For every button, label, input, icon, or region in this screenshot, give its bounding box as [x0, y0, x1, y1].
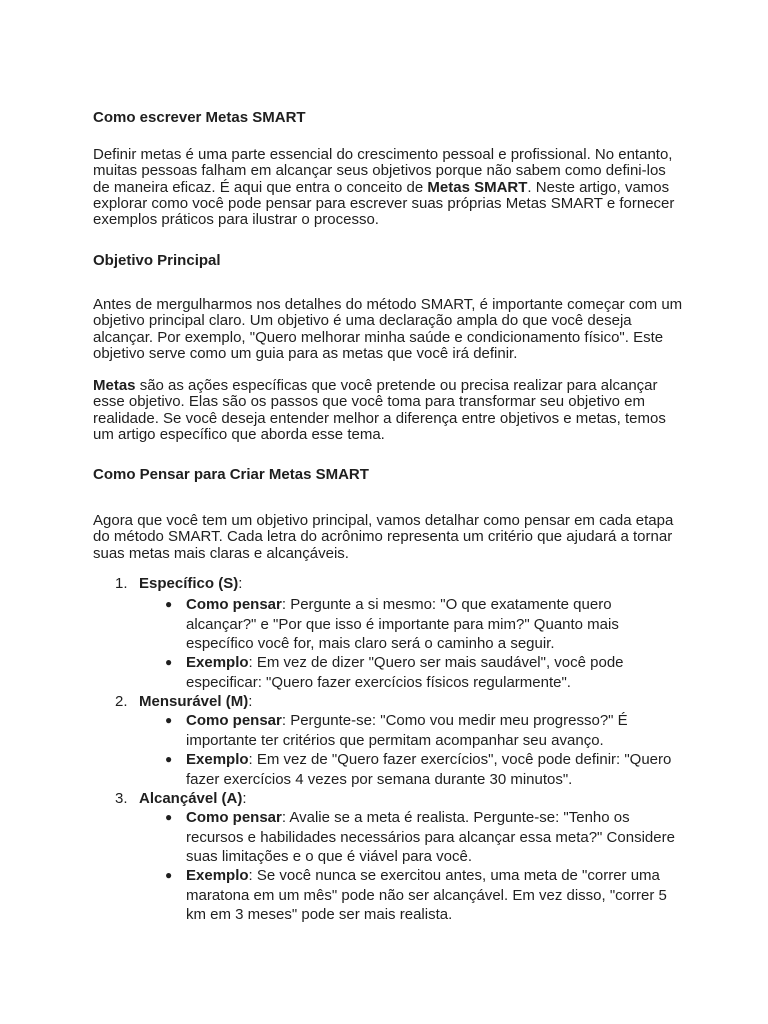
sub-item-label: Como pensar	[186, 809, 282, 826]
sub-item-label: Exemplo	[186, 867, 249, 884]
smart-list	[93, 574, 683, 924]
sub-item-label: Como pensar	[186, 596, 282, 613]
bullet-icon: ●	[165, 655, 173, 669]
bullet-icon: ●	[165, 868, 173, 882]
bullet-icon: ●	[165, 713, 173, 727]
sub-item-example	[93, 653, 683, 692]
bullet-icon: ●	[165, 810, 173, 824]
sub-item-text: : Em vez de dizer "Quero ser mais saudável", você pode especificar: "Quero fazer exercícios físicos regularmente".	[186, 654, 624, 691]
sub-item-text: : Em vez de "Quero fazer exercícios", você pode definir: "Quero fazer exercícios 4 vezes por semana durante 30 minutos".	[186, 751, 672, 788]
sub-item-text: : Pergunte-se: "Como vou medir meu progresso?" É importante ter critérios que permitam acompanhar seu avanço.	[186, 712, 628, 749]
sub-item-example	[93, 750, 683, 789]
list-item-label: Mensurável (M)	[139, 693, 249, 710]
list-item: 1. Específico (S): ● Como pensar: Pergunte a si mesmo: "O que exatamente quero alcançar?" e "Por que isso é importante para mim?" Quanto mais específico você for, mais claro será o caminho a seguir. ● Exemplo: Em vez de dizer "Quero ser mais saudável", você pode especificar: "Quero fazer exercícios físicos regularmente".	[93, 574, 683, 692]
sub-item-label: Exemplo	[186, 654, 249, 671]
section-heading-como-pensar: Como Pensar para Criar Metas SMART	[93, 466, 369, 483]
sub-item-how	[93, 595, 683, 653]
sub-item-how	[93, 808, 683, 866]
sub-item-text: : Pergunte a si mesmo: "O que exatamente quero alcançar?" e "Por que isso é importante para mim?" Quanto mais específico você for, mais claro será o caminho a seguir.	[186, 596, 619, 652]
sub-item-label: Como pensar	[186, 712, 282, 729]
sub-item-text: : Se você nunca se exercitou antes, uma meta de "correr uma maratona em um mês" pode não ser alcançável. Em vez disso, "correr 5 km em 3 meses" pode ser mais realista.	[186, 867, 667, 923]
como-pensar-paragraph: Agora que você tem um objetivo principal, vamos detalhar como pensar em cada etapa do método SMART. Cada letra do acrônimo representa um critério que ajudará a tornar suas metas mais claras e alcançáveis.	[93, 512, 674, 562]
bullet-icon: ●	[165, 752, 173, 766]
metas-bold-term: Metas	[93, 377, 136, 394]
objetivo-paragraph: Antes de mergulharmos nos detalhes do método SMART, é importante começar com um objetivo principal claro. Um objetivo é uma declaração ampla do que você deseja alcançar. Por exemplo, "Quero melhorar minha saúde e condicionamento físico". Este objetivo serve como um guia para as metas que você irá definir.	[93, 296, 683, 362]
intro-bold-term: Metas SMART	[427, 178, 528, 196]
list-item-label: Específico (S)	[139, 575, 239, 592]
metas-paragraph	[93, 378, 683, 443]
sub-item-label: Exemplo	[186, 751, 249, 768]
sub-item-text: : Avalie se a meta é realista. Pergunte-se: "Tenho os recursos e habilidades necessários para alcançar essa meta?" Considere suas limitações e o que é viável para você.	[186, 809, 675, 865]
intro-text-a: Definir metas é uma parte essencial do crescimento pessoal e profissional. No entanto, muitas pessoas falham em alcançar seus objetivos porque não sabem como defini-los de maneira eficaz. É aqui que entra o conceito de	[93, 146, 673, 196]
section-heading-objetivo: Objetivo Principal	[93, 252, 221, 269]
metas-text: são as ações específicas que você pretende ou precisa realizar para alcançar esse objetivo. Elas são os passos que você toma para transformar seu objetivo em realidade. Se você deseja entender melhor a diferença entre objetivos e metas, temos um artigo específico que aborda esse tema.	[93, 377, 666, 443]
sub-item-example	[93, 866, 683, 924]
page-title: Como escrever Metas SMART	[93, 109, 306, 126]
intro-paragraph	[93, 147, 683, 228]
sub-item-how	[93, 711, 683, 750]
list-number: 3.	[115, 790, 128, 807]
list-number: 1.	[115, 575, 128, 592]
intro-text-b: . Neste artigo, vamos explorar como você pode pensar para escrever suas próprias Metas SMART e fornecer exemplos práticos para ilustrar o processo.	[93, 178, 675, 229]
list-item: 3. Alcançável (A): ● Como pensar: Avalie se a meta é realista. Pergunte-se: "Tenho os recursos e habilidades necessários para alcançar essa meta?" Considere suas limitações e o que é viável para você. ● Exemplo: Se você nunca se exercitou antes, uma meta de "correr uma maratona em um mês" pode não ser alcançável. Em vez disso, "correr 5 km em 3 meses" pode ser mais realista.	[93, 789, 683, 924]
list-number: 2.	[115, 693, 128, 710]
bullet-icon: ●	[165, 597, 173, 611]
list-item: 2. Mensurável (M): ● Como pensar: Pergunte-se: "Como vou medir meu progresso?" É importante ter critérios que permitam acompanhar seu avanço. ● Exemplo: Em vez de "Quero fazer exercícios", você pode definir: "Quero fazer exercícios 4 vezes por semana durante 30 minutos".	[93, 692, 683, 789]
list-item-label: Alcançável (A)	[139, 790, 243, 807]
